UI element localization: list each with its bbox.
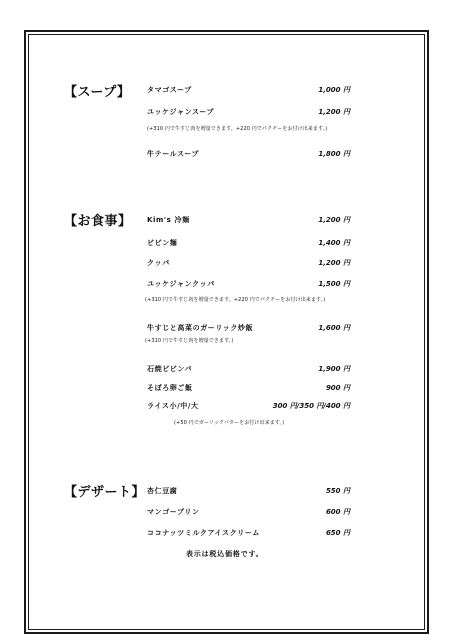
menu-item-note: (+50 円でガーリックバターをお付け出来ます。) (174, 420, 285, 426)
menu-item-name: 杏仁豆腐 (147, 487, 178, 495)
menu-item-price: 600 円 (325, 508, 350, 516)
menu-item-price: 1,600 円 (318, 324, 350, 332)
menu-item-name: そぼろ卵ご飯 (147, 384, 193, 392)
menu-item-name: ライス小/中/大 (147, 402, 199, 410)
section-heading-dessert: 【デザート】 (64, 485, 146, 500)
menu-item-price: 1,800 円 (318, 150, 350, 158)
menu-item-name: クッパ (147, 259, 170, 267)
menu-item-name: タマゴスープ (147, 86, 192, 94)
menu-item-name: 牛テールスープ (147, 150, 200, 158)
menu-item-name: Kim's 冷麺 (147, 216, 190, 224)
menu-item-price: 1,000 円 (318, 86, 350, 94)
menu-item-price: 1,500 円 (318, 280, 350, 288)
menu-item-price: 1,200 円 (318, 259, 350, 267)
menu-item-price: 1,200 円 (318, 108, 350, 116)
menu-item-price: 650 円 (325, 529, 350, 537)
menu-item-note: (+310 円で牛すじ肉を増量できます。+220 円でパクチーをお付け出来ます。) (147, 126, 328, 132)
menu-item-price: 1,400 円 (318, 239, 350, 247)
menu-item-price: 900 円 (325, 384, 350, 392)
menu-item-name: ビビン麺 (147, 239, 178, 247)
menu-item-name: マンゴープリン (147, 508, 200, 516)
menu-item-name: ココナッツミルクアイスクリーム (147, 529, 261, 537)
menu-item-price: 1,200 円 (318, 216, 350, 224)
menu-item-price: 300 円/350 円/400 円 (272, 402, 350, 410)
menu-item-name: ユッケジャンクッパ (147, 280, 215, 288)
menu-item-name: ユッケジャンスープ (147, 108, 215, 116)
menu-item-price: 550 円 (325, 487, 350, 495)
menu-item-name: 石焼ビビンバ (147, 365, 193, 373)
menu-item-price: 1,900 円 (318, 365, 350, 373)
menu-item-name: 牛すじと高菜のガーリック炒飯 (147, 324, 254, 332)
section-heading-meals: 【お食事】 (64, 214, 132, 229)
section-heading-soup: 【スープ】 (64, 85, 131, 100)
menu-item-note: (+310 円で牛すじ肉を増量できます。) (145, 338, 234, 344)
tax-included-notice: 表示は税込価格です。 (186, 550, 264, 558)
menu-item-note: (+310 円で牛すじ肉を増量できます。+220 円でパクチーをお付け出来ます。) (145, 297, 326, 303)
